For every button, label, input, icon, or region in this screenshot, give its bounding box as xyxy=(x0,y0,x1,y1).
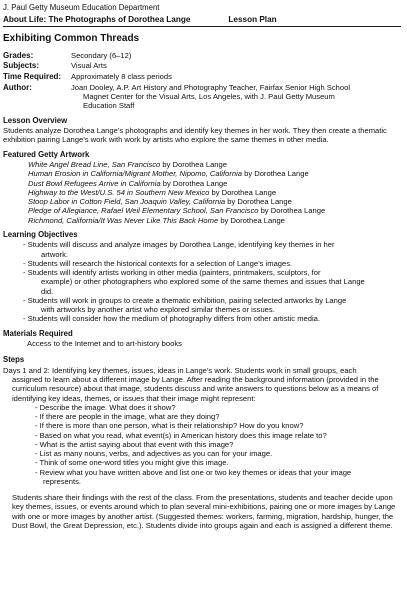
objectives-list xyxy=(3,240,401,323)
materials-text: Access to the Internet and to art-history books xyxy=(27,339,182,349)
artwork-credit: by Dorothea Lange xyxy=(225,197,292,207)
artwork-item xyxy=(3,160,401,169)
steps-intro-first: Days 1 and 2: Identifying key themes, issues, ideas in Lange’s work. Students work in small groups, each xyxy=(3,365,357,375)
meta-author xyxy=(3,83,401,111)
artwork-item xyxy=(3,197,401,206)
meta-grades xyxy=(3,51,401,61)
subjects-label: Subjects: xyxy=(3,61,40,71)
document-title: About Life: The Photographs of Dorothea Lange xyxy=(3,14,191,24)
artwork-title: Highway to the West/U.S. 54 in Southern New Mexico xyxy=(28,187,210,197)
objective-item xyxy=(3,240,401,259)
objective-text: artwork. xyxy=(41,249,69,259)
subjects-value: Visual Arts xyxy=(71,61,107,71)
question-text: - Review what you have written above and list one or two key themes or ideas that your image xyxy=(35,467,352,477)
author-label: Author: xyxy=(3,82,32,92)
objective-text: with artworks by another artist who explored similar themes or issues. xyxy=(41,305,275,315)
artwork-title: Pledge of Allegiance, Rafael Weil Elementary School, San Francisco xyxy=(28,206,259,216)
lesson-title: Exhibiting Common Threads xyxy=(3,32,140,44)
question-item xyxy=(3,458,401,467)
artwork-credit: by Dorothea Lange xyxy=(160,160,227,170)
artwork-credit: by Dorothea Lange xyxy=(218,215,285,225)
question-text: represents. xyxy=(43,476,81,486)
question-text: - Think of some one-word titles you might give this image. xyxy=(35,458,229,468)
question-text: - List as many nouns, verbs, and adjectives as you can for your image. xyxy=(35,449,273,459)
author-line: Joan Dooley, A.P. Art History and Photography Teacher, Fairfax Senior High School xyxy=(71,82,351,92)
objective-item xyxy=(3,296,401,315)
artwork-credit: by Dorothea Lange xyxy=(160,178,228,188)
question-text: - What is the artist saying about that event with this image? xyxy=(35,439,234,449)
artwork-item xyxy=(3,179,401,188)
author-value xyxy=(65,83,401,111)
grades-label: Grades: xyxy=(3,50,34,60)
artwork-credit: by Dorothea Lange xyxy=(209,187,277,197)
artwork-credit: by Dorothea Lange xyxy=(241,169,309,179)
document-title-bar xyxy=(3,15,401,27)
overview-text: Students analyze Dorothea Lange’s photographs and identify key themes in her work. They then create a thematic exhibition pairing Lange’s work with work by artists who explore the same themes in other media. xyxy=(3,126,387,145)
question-item xyxy=(3,468,401,487)
objectives-heading: Learning Objectives xyxy=(3,229,78,239)
artwork-item xyxy=(3,169,401,178)
artwork-title: Dust Bowl Refugees Arrive in California xyxy=(28,178,161,188)
featured-artwork-list xyxy=(3,160,401,225)
steps-section xyxy=(3,366,401,530)
question-item xyxy=(3,449,401,458)
time-label: Time Required: xyxy=(3,72,62,82)
artwork-title: Stoop Labor in Cotton Field, San Joaquin Valley, California xyxy=(28,197,226,207)
artwork-item xyxy=(3,206,401,215)
objective-text: - Students will identify artists working in other media (painters, printmakers, sculptors, for xyxy=(23,268,321,278)
lesson-meta xyxy=(3,51,401,111)
steps-closing: Students share their findings with the rest of the class. From the presentations, students and teacher decide upon key themes, issues, or events around which to plan several mini-exhibitions, pairing one or more images by Lange with one or more images by another artist. (Suggested themes: workers, farming, migration, hardship, hunger, the Dust Bowl, the Great Depression, etc.). Students divide into groups again and each is assigned a different theme. xyxy=(12,493,396,530)
steps-intro-rest: assigned to learn about a different image by Lange. After reading the background information (provided in the curriculum resource) about that image, students discuss and write answers to questions below as a means of identifying key ideas, themes, or issues that their image might represent: xyxy=(12,375,379,403)
overview-heading: Lesson Overview xyxy=(3,115,68,125)
question-item xyxy=(3,403,401,412)
artwork-title: Richmond, California/It Was Never Like This Back Home xyxy=(28,215,219,225)
objective-text: did. xyxy=(41,286,54,296)
document-type: Lesson Plan xyxy=(228,14,277,24)
objective-text: - Students will consider how the medium of photography differs from other artistic media. xyxy=(23,314,320,324)
artwork-credit: by Dorothea Lange xyxy=(258,206,326,216)
objective-text: - Students will research the historical contexts for a selection of Lange’s images. xyxy=(23,258,293,268)
objective-item xyxy=(3,268,401,296)
objective-text: - Students will work in groups to create a thematic exhibition, pairing selected artworks by Lange xyxy=(23,295,347,305)
artwork-title: Human Erosion in California/Migrant Mother, Nipomo, California xyxy=(28,169,242,179)
meta-subjects xyxy=(3,61,401,71)
artwork-item xyxy=(3,188,401,197)
question-item xyxy=(3,421,401,430)
question-item xyxy=(3,440,401,449)
time-value: Approximately 8 class periods xyxy=(71,72,172,82)
featured-heading: Featured Getty Artwork xyxy=(3,149,90,159)
author-line: Magnet Center for the Visual Arts, Los Angeles, with J. Paul Getty Museum xyxy=(83,92,335,102)
question-item xyxy=(3,412,401,421)
grades-value: Secondary (6–12) xyxy=(71,50,132,60)
question-text: - Based on what you read, what event(s) in American history does this image relate to? xyxy=(35,430,327,440)
discussion-questions xyxy=(3,403,401,486)
question-text: - Describe the image. What does it show? xyxy=(35,402,176,412)
question-text: - If there are people in the image, what are they doing? xyxy=(35,412,220,422)
objective-item xyxy=(3,259,401,268)
objective-text: - Students will discuss and analyze images by Dorothea Lange, identifying key themes in her xyxy=(23,240,335,250)
artwork-item xyxy=(3,216,401,225)
materials-heading: Materials Required xyxy=(3,328,73,338)
objective-text: example) or other photographers who explored some of the same themes and issues that Lange xyxy=(41,277,365,287)
meta-time xyxy=(3,72,401,82)
objective-item xyxy=(3,314,401,323)
question-item xyxy=(3,431,401,440)
steps-intro xyxy=(3,366,401,403)
artwork-title: White Angel Bread Line, San Francisco xyxy=(28,160,161,170)
question-text: - If there is more than one person, what is their relationship? How do you know? xyxy=(35,421,304,431)
steps-heading: Steps xyxy=(3,355,25,365)
department-line: J. Paul Getty Museum Education Department xyxy=(3,3,160,12)
author-line: Education Staff xyxy=(83,101,135,111)
